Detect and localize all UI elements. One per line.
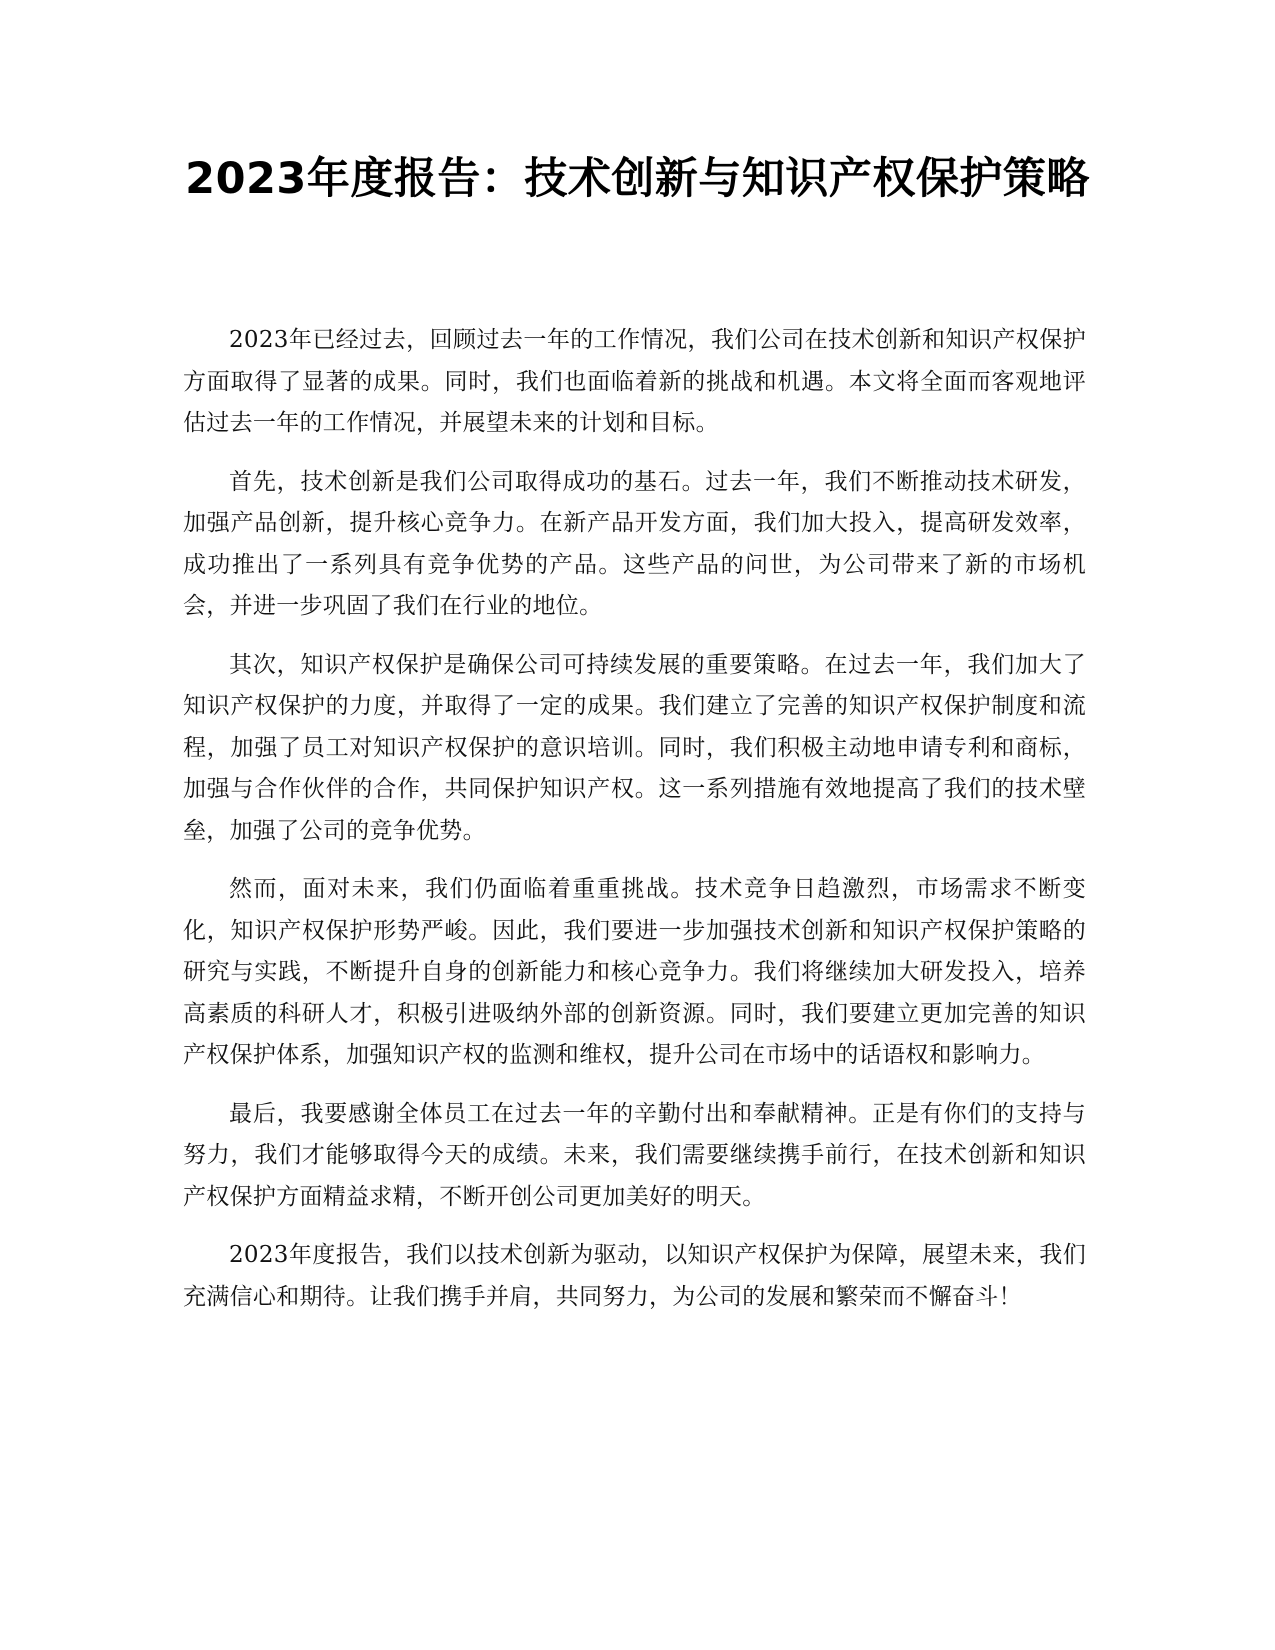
paragraph-challenges: 然而，面对未来，我们仍面临着重重挑战。技术竞争日趋激烈，市场需求不断变化，知识产权保护形势严峻。因此，我们要进一步加强技术创新和知识产权保护策略的研究与实践，不断提升自身的创新能力和核心竞争力。我们将继续加大研发投入，培养高素质的科研人才，积极引进吸纳外部的创新资源。同时，我们要建立更加完善的知识产权保护体系，加强知识产权的监测和维权，提升公司在市场中的话语权和影响力。 [183,876,1086,1068]
paragraph-conclusion: 2023年度报告，我们以技术创新为驱动，以知识产权保护为保障，展望未来，我们充满信心和期待。让我们携手并肩，共同努力，为公司的发展和繁荣而不懈奋斗！ [183,1242,1086,1310]
paragraph-ip-protection: 其次，知识产权保护是确保公司可持续发展的重要策略。在过去一年，我们加大了知识产权保护的力度，并取得了一定的成果。我们建立了完善的知识产权保护制度和流程，加强了员工对知识产权保护的意识培训。同时，我们积极主动地申请专利和商标，加强与合作伙伴的合作，共同保护知识产权。这一系列措施有效地提高了我们的技术壁垒，加强了公司的竞争优势。 [183,651,1086,844]
paragraph-innovation: 首先，技术创新是我们公司取得成功的基石。过去一年，我们不断推动技术研发，加强产品创新，提升核心竞争力。在新产品开发方面，我们加大投入，提高研发效率，成功推出了一系列具有竞争优势的产品。这些产品的问世，为公司带来了新的市场机会，并进一步巩固了我们在行业的地位。 [183,468,1086,619]
paragraph-thanks: 最后，我要感谢全体员工在过去一年的辛勤付出和奉献精神。正是有你们的支持与努力，我们才能够取得今天的成绩。未来，我们需要继续携手前行，在技术创新和知识产权保护方面精益求精，不断开创公司更加美好的明天。 [183,1100,1086,1210]
document-title: 2023年度报告：技术创新与知识产权保护策略 [185,154,1090,204]
document-body [183,320,1086,1335]
paragraph-intro: 2023年已经过去，回顾过去一年的工作情况，我们公司在技术创新和知识产权保护方面取得了显著的成果。同时，我们也面临着新的挑战和机遇。本文将全面而客观地评估过去一年的工作情况，并展望未来的计划和目标。 [183,327,1086,436]
